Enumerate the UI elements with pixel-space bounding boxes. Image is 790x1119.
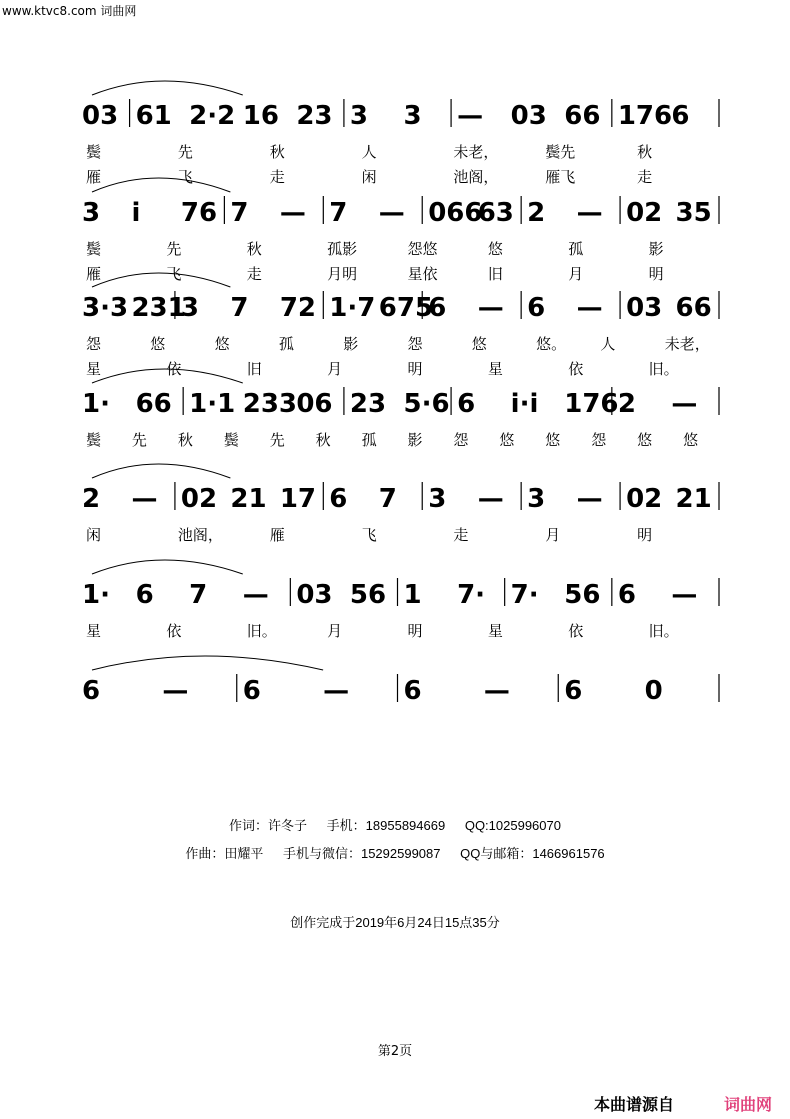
jianpu-note: —: [323, 676, 350, 706]
jianpu-note: 6: [135, 580, 154, 610]
jianpu-note: 3·3: [82, 293, 129, 323]
lyric-syllable: 人: [600, 335, 616, 353]
lyricist-label: 作词：许冬子: [229, 818, 308, 833]
jianpu-note: 5·6: [403, 389, 450, 419]
jianpu-note: 2: [617, 389, 636, 419]
lyric-syllable: 先: [177, 143, 193, 161]
lyric-syllable: 星: [487, 360, 503, 378]
lyric-syllable: 先: [166, 240, 182, 258]
jianpu-note: 2: [82, 484, 101, 514]
jianpu-note: 76: [180, 198, 218, 228]
lyric-syllable: 月明: [327, 265, 358, 283]
completion-date: 创作完成于2019年6月24日15点35分: [290, 915, 500, 930]
jianpu-note: 0: [644, 676, 663, 706]
lyric-syllable: 孤影: [327, 240, 358, 258]
lyric-syllable: 秋: [246, 240, 262, 258]
lyric-syllable: 鬓: [86, 143, 102, 161]
lyric-syllable: 怨: [453, 431, 469, 449]
lyric-syllable: 旧。: [648, 360, 679, 378]
lyric-syllable: 悠: [545, 431, 561, 449]
lyric-syllable: 明: [648, 265, 664, 283]
jianpu-note: i·i: [510, 389, 539, 419]
lyric-syllable: 闲: [361, 168, 377, 186]
jianpu-note: 7: [230, 198, 249, 228]
lyric-syllable: 月: [545, 526, 561, 544]
lyric-syllable: 秋: [637, 143, 653, 161]
jianpu-note: 6: [403, 676, 422, 706]
jianpu-note: 61: [135, 101, 172, 131]
jianpu-note: 23: [296, 101, 333, 131]
lyric-syllable: 飞: [166, 265, 182, 283]
composer-credit: [0, 843, 790, 862]
lyric-syllable: 鬓: [86, 240, 102, 258]
jianpu-note: 6: [457, 389, 476, 419]
jianpu-note: —: [671, 580, 698, 610]
lyric-syllable: 悠: [150, 335, 166, 353]
lyric-syllable: 旧: [246, 360, 262, 378]
jianpu-note: 72: [279, 293, 317, 323]
lyricist-phone: 手机：18955894669: [326, 818, 446, 833]
slur-arc: [92, 656, 323, 670]
jianpu-note: 02: [626, 198, 663, 228]
jianpu-note: —: [576, 198, 603, 228]
lyric-syllable: 孤: [568, 240, 584, 258]
site-watermark: www.ktvc8.com 词曲网: [2, 4, 137, 18]
lyric-syllable: 旧: [487, 265, 503, 283]
jianpu-note: 233: [242, 389, 298, 419]
jianpu-note: 3: [527, 484, 546, 514]
lyric-syllable: 星依: [407, 265, 438, 283]
jianpu-note: 6: [82, 676, 101, 706]
jianpu-note: 6: [527, 293, 546, 323]
lyric-syllable: 雁: [269, 526, 285, 544]
jianpu-note: 7: [189, 580, 208, 610]
lyric-syllable: 秋: [177, 431, 193, 449]
jianpu-note: 66: [135, 389, 172, 419]
lyricist-credit: [0, 815, 790, 834]
lyric-syllable: 池阁，: [177, 526, 223, 544]
jianpu-note: 7·: [457, 580, 486, 610]
lyric-syllable: 孤: [278, 335, 294, 353]
jianpu-note: 7: [230, 293, 249, 323]
lyric-syllable: 月: [568, 265, 584, 283]
jianpu-note: 3: [349, 101, 369, 131]
lyric-syllable: 影: [407, 431, 423, 449]
jianpu-note: —: [242, 580, 269, 610]
lyric-syllable: 旧。: [246, 622, 277, 640]
jianpu-note: 7·: [510, 580, 539, 610]
lyric-syllable: 悠: [214, 335, 230, 353]
slur-arc: [92, 464, 230, 478]
lyric-syllable: 雁: [86, 168, 102, 186]
lyric-syllable: 走: [269, 168, 285, 186]
jianpu-note: —: [162, 676, 189, 706]
lyric-syllable: 雁: [86, 265, 102, 283]
jianpu-note: 1·7: [329, 293, 376, 323]
lyricist-qq: QQ:1025996070: [464, 818, 561, 833]
lyric-syllable: 悠: [499, 431, 515, 449]
lyric-syllable: 星: [86, 360, 102, 378]
jianpu-note: 3: [403, 101, 422, 131]
jianpu-note: 56: [564, 580, 601, 610]
slur-arc: [92, 81, 243, 95]
jianpu-note: 231: [131, 293, 186, 323]
lyric-syllable: 秋: [315, 431, 331, 449]
brand-logo: 词曲网: [723, 1097, 772, 1114]
lyric-syllable: 闲: [86, 526, 102, 544]
jianpu-note: 7: [378, 484, 397, 514]
lyric-syllable: 星: [487, 622, 503, 640]
jianpu-note: —: [576, 484, 603, 514]
jianpu-note: 2: [527, 198, 546, 228]
lyric-syllable: 怨: [591, 431, 607, 449]
lyric-syllable: 池阁，: [453, 168, 499, 186]
lyric-syllable: 悠: [487, 240, 503, 258]
jianpu-note: 66: [675, 293, 712, 323]
lyric-syllable: 依: [166, 622, 182, 640]
jianpu-note: 176: [617, 101, 673, 131]
lyric-syllable: 影: [343, 335, 359, 353]
lyric-syllable: 悠: [471, 335, 487, 353]
jianpu-note: —: [576, 293, 603, 323]
lyric-syllable: 旧。: [648, 622, 679, 640]
jianpu-note: 21: [230, 484, 267, 514]
composer-label: 作曲：田耀平: [185, 846, 264, 861]
jianpu-note: 3: [428, 484, 447, 514]
lyric-syllable: 怨悠: [407, 240, 438, 258]
lyric-syllable: 明: [407, 360, 423, 378]
lyric-syllable: 秋: [269, 143, 285, 161]
jianpu-note: 6: [428, 293, 447, 323]
lyric-syllable: 雁飞: [545, 168, 576, 186]
jianpu-note: 17: [279, 484, 317, 514]
jianpu-note: 1·: [82, 580, 110, 610]
lyric-syllable: 悠: [637, 431, 653, 449]
lyric-syllable: 先: [131, 431, 147, 449]
lyric-syllable: 鬓先: [545, 143, 576, 161]
jianpu-note: 7: [329, 198, 348, 228]
jianpu-note: 6: [242, 676, 261, 706]
lyric-syllable: 未老，: [453, 143, 499, 161]
jianpu-note: 66: [564, 101, 601, 131]
lyric-syllable: 月: [327, 622, 343, 640]
lyric-syllable: 人: [361, 143, 377, 161]
jianpu-note: i: [131, 198, 141, 228]
jianpu-note: 6: [617, 580, 636, 610]
slur-arc: [92, 178, 230, 192]
lyric-syllable: 怨: [86, 335, 102, 353]
lyric-syllable: 明: [637, 526, 653, 544]
jianpu-note: 16: [242, 101, 279, 131]
lyric-syllable: 依: [166, 360, 182, 378]
jianpu-note: 3: [82, 198, 101, 228]
lyric-syllable: 先: [269, 431, 285, 449]
lyric-syllable: 飞: [361, 526, 377, 544]
source-text: 本曲谱源自: [593, 1097, 674, 1114]
jianpu-note: 56: [349, 580, 387, 610]
jianpu-note: 03: [296, 580, 333, 610]
lyric-syllable: 依: [568, 360, 584, 378]
jianpu-note: —: [477, 293, 504, 323]
lyric-syllable: 鬓: [86, 431, 102, 449]
lyric-syllable: 影: [648, 240, 664, 258]
jianpu-note: 06: [296, 389, 333, 419]
jianpu-note: 1·: [82, 389, 110, 419]
jianpu-note: 03: [626, 293, 663, 323]
composer-phone: 手机与微信：15292599087: [282, 846, 441, 861]
jianpu-note: 1·1: [189, 389, 236, 419]
jianpu-note: 6: [564, 676, 583, 706]
jianpu-note: 675: [378, 293, 434, 323]
jianpu-note: 23: [349, 389, 387, 419]
composer-qq: QQ与邮箱：1466961576: [460, 846, 605, 861]
jianpu-note: 35: [675, 198, 712, 228]
lyric-syllable: 飞: [177, 168, 193, 186]
lyric-syllable: 明: [407, 622, 423, 640]
source-note: [594, 1092, 772, 1115]
jianpu-note: —: [457, 101, 484, 131]
jianpu-note: 02: [180, 484, 218, 514]
jianpu-note: —: [131, 484, 158, 514]
jianpu-note: 6: [329, 484, 348, 514]
lyric-syllable: 未老，: [664, 335, 710, 353]
jianpu-note: 03: [82, 101, 119, 131]
lyric-syllable: 星: [86, 622, 102, 640]
jianpu-note: 21: [675, 484, 712, 514]
jianpu-note: 176: [564, 389, 619, 419]
lyric-syllable: 走: [246, 265, 262, 283]
jianpu-note: 066: [428, 198, 483, 228]
jianpu-note: —: [671, 389, 698, 419]
lyric-syllable: 悠: [683, 431, 699, 449]
jianpu-note: 1: [403, 580, 422, 610]
lyric-syllable: 走: [637, 168, 653, 186]
lyric-syllable: 依: [568, 622, 584, 640]
jianpu-note: 3: [180, 293, 200, 323]
lyric-syllable: 怨: [407, 335, 423, 353]
jianpu-note: 03: [510, 101, 547, 131]
lyric-syllable: 走: [453, 526, 469, 544]
slur-arc: [92, 560, 243, 574]
jianpu-note: —: [483, 676, 510, 706]
jianpu-note: 02: [626, 484, 663, 514]
lyric-syllable: 鬓: [223, 431, 239, 449]
jianpu-note: —: [378, 198, 405, 228]
lyric-syllable: 悠。: [536, 335, 567, 353]
jianpu-note: 2·2: [189, 101, 236, 131]
jianpu-note: —: [477, 484, 504, 514]
jianpu-note: 63: [477, 198, 514, 228]
jianpu-note: 6: [671, 101, 690, 131]
slur-arc: [92, 273, 230, 287]
lyric-syllable: 月: [327, 360, 343, 378]
lyric-syllable: 孤: [361, 431, 377, 449]
page-number: 第2页: [377, 1044, 413, 1059]
jianpu-note: —: [279, 198, 306, 228]
